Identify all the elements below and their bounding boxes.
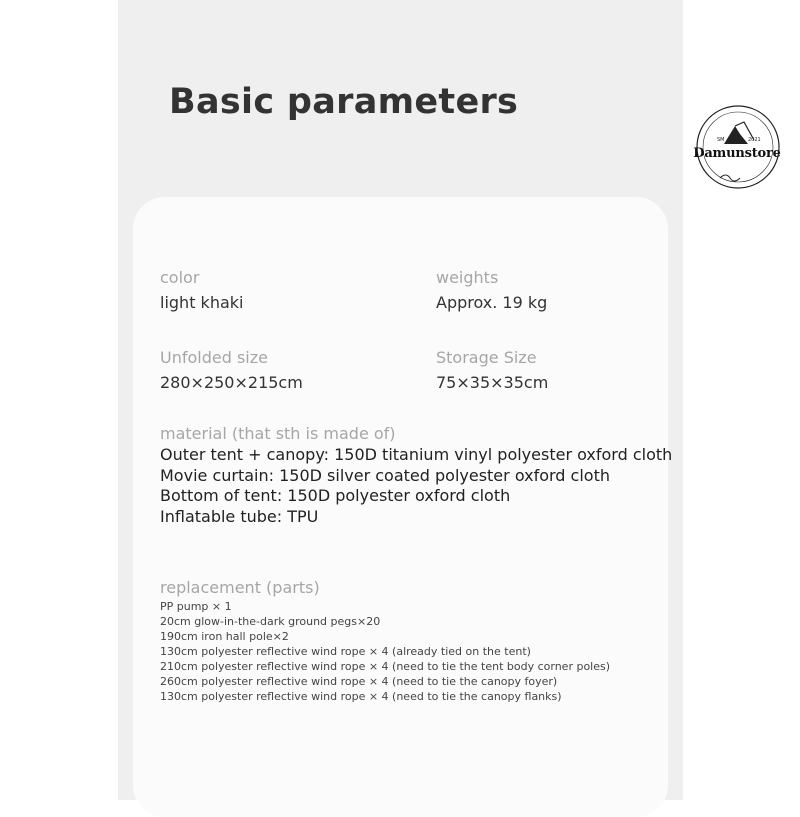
weights-label: weights	[436, 268, 499, 287]
unfolded-size-value: 280×250×215cm	[160, 373, 303, 392]
color-value: light khaki	[160, 293, 244, 312]
replacement-line: 20cm glow-in-the-dark ground pegs×20	[160, 615, 381, 628]
replacement-line: 260cm polyester reflective wind rope × 4 (need to tie the canopy foyer)	[160, 675, 558, 688]
storage-size-label: Storage Size	[436, 348, 537, 367]
replacement-line: 130cm polyester reflective wind rope × 4 (need to tie the canopy flanks)	[160, 690, 562, 703]
storage-size-value: 75×35×35cm	[436, 373, 549, 392]
replacement-list	[160, 599, 610, 704]
material-label: material (that sth is made of)	[160, 424, 396, 443]
replacement-label: replacement (parts)	[160, 578, 320, 597]
weights-value: Approx. 19 kg	[436, 293, 548, 312]
material-line: Outer tent + canopy: 150D titanium vinyl polyester oxford cloth	[160, 445, 673, 464]
store-brand-name: Damunstore	[693, 146, 781, 161]
unfolded-size-label: Unfolded size	[160, 348, 268, 367]
svg-text:2021: 2021	[748, 137, 761, 143]
material-list	[160, 445, 672, 527]
material-line: Inflatable tube: TPU	[160, 506, 319, 526]
svg-text:SM: SM	[717, 137, 725, 143]
replacement-line: 130cm polyester reflective wind rope × 4 (already tied on the tent)	[160, 645, 531, 658]
replacement-line: 190cm iron hall pole×2	[160, 630, 289, 643]
page-title: Basic parameters	[169, 82, 519, 122]
material-line: Movie curtain: 150D silver coated polyester oxford cloth	[160, 465, 610, 485]
color-label: color	[160, 268, 200, 287]
material-line: Bottom of tent: 150D polyester oxford cloth	[160, 486, 511, 505]
replacement-line: PP pump × 1	[160, 600, 232, 613]
replacement-line: 210cm polyester reflective wind rope × 4 (need to tie the tent body corner poles)	[160, 660, 611, 673]
